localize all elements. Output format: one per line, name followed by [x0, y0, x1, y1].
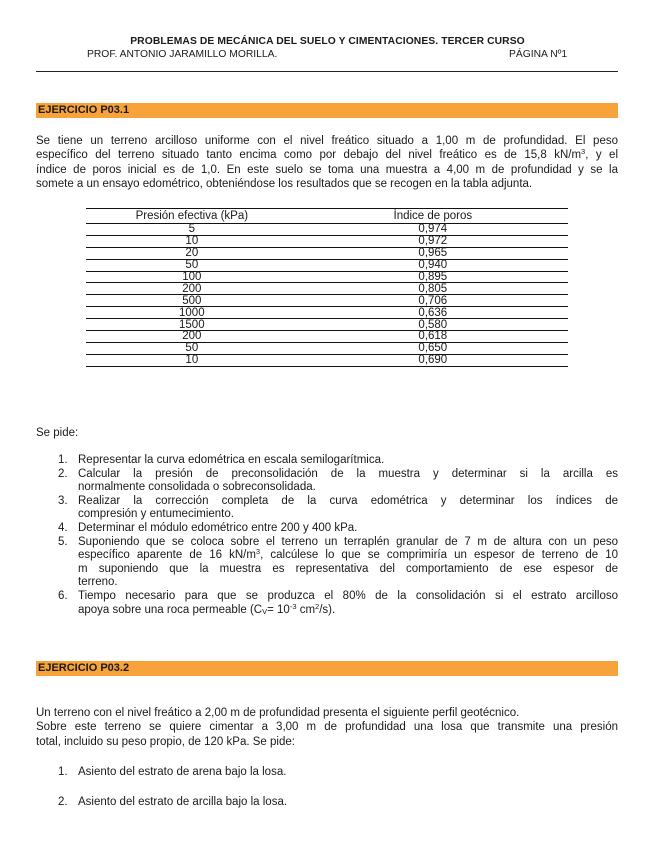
table-cell-pressure: 1000: [86, 307, 328, 319]
list-item: [58, 468, 618, 495]
table-cell-void-ratio: 0,618: [328, 331, 568, 343]
table-row: [86, 295, 568, 307]
table-cell-void-ratio: 0,972: [328, 235, 568, 247]
table-cell-void-ratio: 0,650: [328, 342, 568, 354]
ex1-intro-line-2: [36, 148, 618, 162]
ex2-intro-line-2: Sobre este terreno se quiere cimentar a 3,00 m de profundidad una losa que transmite una presión: [36, 721, 618, 734]
list-item-text: normalmente consolidada o sobreconsolidada.: [78, 481, 316, 494]
list-item-text: Calcular la presión de preconsolidación de la muestra y determinar si la arcilla es: [78, 467, 618, 480]
table-row: [86, 271, 568, 283]
list-item-text: Tiempo necesario para que se produzca el 80% de la consolidación si el estrato arcilloso: [78, 589, 618, 602]
list-item-text-part: específico aparente de 16 kN/m: [78, 549, 256, 562]
list-item-number: 5.: [58, 535, 68, 548]
list-item-text: Determinar el módulo edométrico entre 200 y 400 kPa.: [78, 521, 358, 534]
list-item-text: [78, 601, 618, 618]
header-divider: [36, 71, 618, 72]
ex1-task-list: [58, 454, 618, 617]
header-author: PROF. ANTONIO JARAMILLO MORILLA.: [87, 49, 278, 60]
ex1-intro-paragraph: [36, 134, 618, 192]
list-item-text: m suponiendo que la muestra es representativa del comportamiento de ese espesor de: [78, 562, 618, 575]
table-cell-void-ratio: 0,580: [328, 319, 568, 331]
list-item-text-part: = 10: [267, 603, 290, 616]
table-row: [86, 319, 568, 331]
ex1-intro-line-2-a: específico del terreno situado tanto encima como por debajo del nivel freático es de 15,8 kN/m: [36, 149, 582, 162]
table-row: [86, 224, 568, 236]
list-item-number: 4.: [58, 521, 68, 534]
table-cell-void-ratio: 0,706: [328, 295, 568, 307]
table-cell-pressure: 50: [86, 342, 328, 354]
list-item-number: 2.: [58, 795, 68, 808]
list-item: [58, 495, 618, 522]
list-item: [58, 522, 618, 536]
ex2-intro-paragraph: [36, 706, 618, 749]
table-cell-pressure: 20: [86, 247, 328, 259]
ex1-intro-line-4: somete a un ensayo edométrico, obteniéndose los resultados que se recogen en la tabla adjunta.: [36, 178, 533, 191]
table-row: [86, 307, 568, 319]
list-item-text: [78, 549, 618, 563]
list-item-subscript: V: [262, 606, 268, 616]
table-row: [86, 331, 568, 343]
table-row: [86, 235, 568, 247]
table-cell-void-ratio: 0,895: [328, 271, 568, 283]
list-item-text: Asiento del estrato de arcilla bajo la losa.: [78, 795, 288, 808]
list-item-superscript: -3: [289, 601, 297, 611]
table-header-pressure: Presión efectiva (kPa): [86, 209, 328, 224]
section-header-ejercicio-p03-2: EJERCICIO P03.2: [36, 661, 618, 676]
list-item-text: Representar la curva edométrica en escala semilogarítmica.: [78, 454, 385, 466]
list-item-number: 1.: [58, 454, 68, 466]
list-item-number: 1.: [58, 766, 68, 778]
list-item-text: terreno.: [78, 576, 118, 589]
table-cell-pressure: 500: [86, 295, 328, 307]
table-header-void-ratio: Índice de poros: [328, 209, 568, 224]
table-row: [86, 259, 568, 271]
ex1-intro-line-3: índice de poros inicial es de 1,0. En este suelo se toma una muestra a 4,00 m de profundidad y se la: [36, 163, 618, 176]
list-item: [58, 796, 618, 810]
header-title: PROBLEMAS DE MECÁNICA DEL SUELO Y CIMENTACIONES. TERCER CURSO: [130, 36, 525, 47]
table-cell-void-ratio: 0,690: [328, 354, 568, 366]
ex2-task-list: [58, 766, 618, 809]
table-header-row: [86, 209, 568, 224]
list-item-superscript: 2: [315, 601, 320, 611]
table-cell-pressure: 200: [86, 331, 328, 343]
table-cell-pressure: 1500: [86, 319, 328, 331]
table-cell-pressure: 200: [86, 283, 328, 295]
list-item-text: compresión y entumecimiento.: [78, 508, 234, 521]
ex1-intro-line-1: Se tiene un terreno arcilloso uniforme con el nivel freático situado a 1,00 m de profundidad. El peso: [36, 135, 618, 147]
ex1-se-pide: Se pide:: [36, 427, 79, 439]
table-cell-pressure: 50: [86, 259, 328, 271]
table-row: [86, 247, 568, 259]
list-item-text: Suponiendo que se coloca sobre el terreno un terraplén granular de 7 m de altura con un peso: [78, 535, 618, 548]
table-cell-pressure: 10: [86, 235, 328, 247]
list-item-number: 6.: [58, 589, 68, 602]
list-item: [58, 590, 618, 617]
header-page-number: PÁGINA Nº1: [509, 49, 568, 60]
list-item-text-part: apoya sobre una roca permeable (C: [78, 603, 263, 616]
oedometer-results-table: [86, 208, 568, 367]
list-item-text-part: , calcúlese lo que se comprimiría un espesor de terreno de 10: [260, 549, 618, 562]
list-item-number: 3.: [58, 494, 68, 507]
ex1-intro-superscript: 3: [581, 147, 586, 157]
table-cell-pressure: 10: [86, 354, 328, 366]
list-item: [58, 536, 618, 590]
table-cell-void-ratio: 0,965: [328, 247, 568, 259]
list-item-number: 2.: [58, 467, 68, 480]
list-item-text: Realizar la corrección completa de la curva edométrica y determinar los índices de: [78, 494, 618, 507]
table-cell-pressure: 100: [86, 271, 328, 283]
table-row: [86, 283, 568, 295]
table-cell-void-ratio: 0,974: [328, 224, 568, 236]
ex1-intro-line-2-b: , y el: [585, 149, 618, 162]
table-cell-void-ratio: 0,805: [328, 283, 568, 295]
table-row: [86, 354, 568, 366]
section-header-ejercicio-p03-1: EJERCICIO P03.1: [36, 103, 618, 118]
list-item: [58, 766, 618, 780]
list-item-text: Asiento del estrato de arena bajo la losa.: [78, 766, 287, 778]
list-item-text-part: cm: [296, 603, 316, 616]
ex2-intro-line-1: Un terreno con el nivel freático a 2,00 m de profundidad presenta el siguiente perfil geotécnico.: [36, 707, 520, 719]
list-item-superscript: 3: [255, 547, 261, 557]
list-item: [58, 454, 618, 468]
table-cell-pressure: 5: [86, 224, 328, 236]
table-row: [86, 342, 568, 354]
ex2-intro-line-3: total, incluido su peso propio, de 120 kPa. Se pide:: [36, 735, 295, 748]
table-cell-void-ratio: 0,940: [328, 259, 568, 271]
table-cell-void-ratio: 0,636: [328, 307, 568, 319]
list-item-text-part: /s).: [319, 603, 336, 616]
